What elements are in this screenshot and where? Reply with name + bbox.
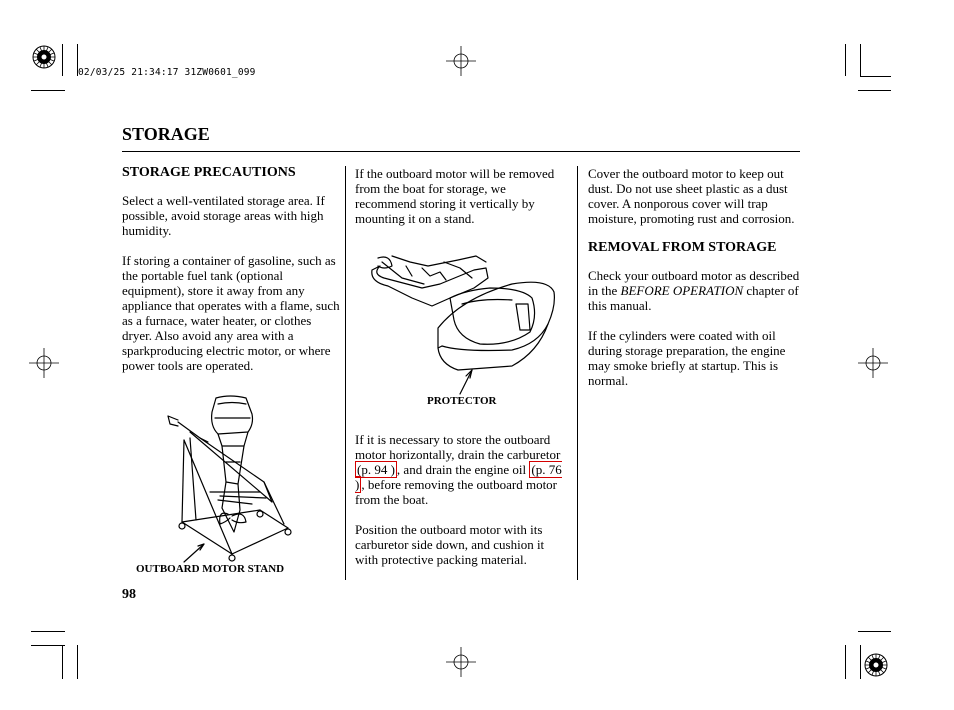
paragraph: If it is necessary to store the outboard motor horizontally, drain the carburetor (p. 94 ) , and drain the engine oil (p. 76 ) , before removing the outboard motor from the boat. <box>355 432 562 507</box>
paragraph: Select a well-ventilated storage area. If possible, avoid storage areas with high humidity. <box>122 193 325 238</box>
removal-from-storage-heading: REMOVAL FROM STORAGE <box>588 240 777 255</box>
paragraph: If the outboard motor will be removed from the boat for storage, we recommend storing it vertically by mounting it on a stand. <box>355 166 555 226</box>
paragraph: Check your outboard motor as described in the BEFORE OPERATION chapter of this manual. <box>588 268 800 313</box>
print-stamp: 02/03/25 21:34:17 31ZW0601_099 <box>78 67 256 78</box>
chapter-reference: BEFORE OPERATION <box>620 283 744 298</box>
figure-caption: OUTBOARD MOTOR STAND <box>136 563 285 575</box>
protector-illustration <box>362 248 558 398</box>
paragraph: If the cylinders were coated with oil during storage preparation, the engine may smoke briefly at startup. This is normal. <box>588 328 786 388</box>
column-divider <box>577 166 578 580</box>
section-title: STORAGE <box>122 124 210 144</box>
left-column <box>122 165 340 388</box>
middle-column <box>355 166 569 241</box>
sunburst-mark-icon <box>33 46 55 68</box>
outboard-motor-stand-illustration <box>160 392 300 567</box>
middle-column-lower <box>355 432 569 582</box>
paragraph: Position the outboard motor with its carburetor side down, and cushion it with protective packing material. <box>355 522 545 567</box>
paragraph: If storing a container of gasoline, such as the portable fuel tank (optional equipment), store it away from any appliance that operates with a flame, such as a furnace, water heater, or clothes dryer. Also avoid any area with a sparkproducing electric motor, or where power tools are operated. <box>122 253 340 373</box>
page-reference-link[interactable]: (p. 76 ) <box>355 462 562 492</box>
sunburst-mark-icon <box>865 654 887 676</box>
figure-caption: PROTECTOR <box>427 395 497 407</box>
right-column <box>588 166 802 403</box>
page-reference-link[interactable]: (p. 94 ) <box>357 462 395 477</box>
page-number: 98 <box>122 587 136 602</box>
title-rule <box>122 151 800 152</box>
storage-precautions-heading: STORAGE PRECAUTIONS <box>122 165 296 180</box>
column-divider <box>345 166 346 580</box>
paragraph: Cover the outboard motor to keep out dust. Do not use sheet plastic as a dust cover. A nonporous cover will trap moisture, promoting rust and corrosion. <box>588 166 795 226</box>
